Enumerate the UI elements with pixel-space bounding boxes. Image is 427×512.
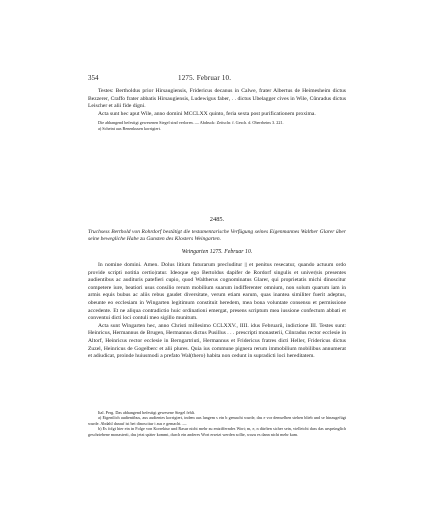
footnote-a: a) Eigentlich audientibus, aus audientes korrigiert, indem aus langem s ein b gemacht wurde, das e vor demselben stehen blieb und se hinzugefügt wurde. Abdahl darauf ist bei dinoscitur i aus e gemacht. — xyxy=(88,415,346,426)
document-dateline: Weingarten 1275. Februar 10. xyxy=(181,249,253,255)
document-number: 2485. xyxy=(209,216,225,223)
seal-note: Die abhangend befestigt gewesenen Siegel sind verloren. — Abdruck: Zeitschr. f. Gesch. d. Oberrheins 3. 221. xyxy=(98,120,284,126)
page-number: 354 xyxy=(88,74,99,82)
footnotes xyxy=(88,410,346,437)
footnote-b: b) Es folgt hier ein in Folge von Korrektur und Rasur nicht mehr zu entzifferndes Wort; m, e, n dürften sicher sein, vielleicht dass das ursprünglich geschriebene monasterii, das jetzt später kommt, durch ein anderes Wort ersetzt werden sollte, wozu es dann nicht mehr kam. xyxy=(88,426,346,437)
regest-summary: Truchsess Berthold von Rohrdorf bestätigt die testamentarische Verfügung seines Eigenmannes Walther Glarer über seine bewegliche Habe zu Gunsten des Klosters Weingarten. xyxy=(88,229,346,243)
footnote-seal: Ital. Perg. Das abhangend befestigt gewesene Siegel fehlt. xyxy=(98,410,196,415)
previous-document-tail xyxy=(88,88,346,132)
body-paragraph-2: Acta sunt Wingarten hec, anno Christi millesimo CCLXXV., IIII. idus Februarii, indictione III. Testes sunt: Heinricus, Hermannus de Brugen, Hermannus dictus Pusillus . . . prescripti monasterii, Cůnradus rector ecclesie in Altorf, Heinricus rector ecclesie in Berngartriuti, Hermannus et Fridericus fratres dicti Heller, Fridericus dictus Zuzel, Heinricus de Gogelberc et alii plures. Quia ius commune pignera rerum immobilium mobilibus annumerat et adiudicat, proinde huiusmodi a prefato Wal(thero) habita non cedunt in supradicti loci hereditatem. xyxy=(88,322,346,360)
running-title: 1275. Februar 10. xyxy=(178,74,232,82)
acta-paragraph: Acta sunt hec aput Wile, anno domini MCCLXX quinto, feria sexta post purificationem proxima. xyxy=(98,110,316,117)
document-body xyxy=(88,262,346,361)
footnote-a-previous: a) Scheint aus Benenkusen korrigiert. xyxy=(98,125,161,131)
body-paragraph-1: In nomine domini. Amen. Dolus litium futurarum precluditur || et penitus resecatur, quando actuum ordo provide scripti notitia certio|ratur. Ideoque ego Bertoldus dapifer de Rordorf singulis et univer|sis presentes audientibus ac audituris patefieri cupio, quod Waltherus cognominatus Glarer, qui proprietatis michi dinoscitur competere iure, beatiori usus consilio rerum mobilium suarum indifferenter omnium, non solum quarum iam in armis equis bubus ac aliis rebus gaudet diversitate, verum etiam earum, quas inantea similiter fuerit adeptus, obeunte eo ecclesiam in Wingarten legitimum constituit heredem, mea bona voluntate consensu et permissione accedente. Et ne aliqua contradictio huic ordinationi emergat, presens scriptum mea iussione confectum abbati et conventui dicti loci contuli meo sigillo munitum. xyxy=(88,262,346,322)
witness-paragraph: Testes: Bertholdus prior Hirsaugiensis, Fridericus decanus in Calwe, frater Albertus de Heimesheim dictus Bezzerer, Craffo frater abbatis Hirsaugiensis, Ludewigus faber, . . dictus Ubelagger cives in Wile, Cůnradus dictus Leischer et alii fide digni. xyxy=(88,88,346,110)
